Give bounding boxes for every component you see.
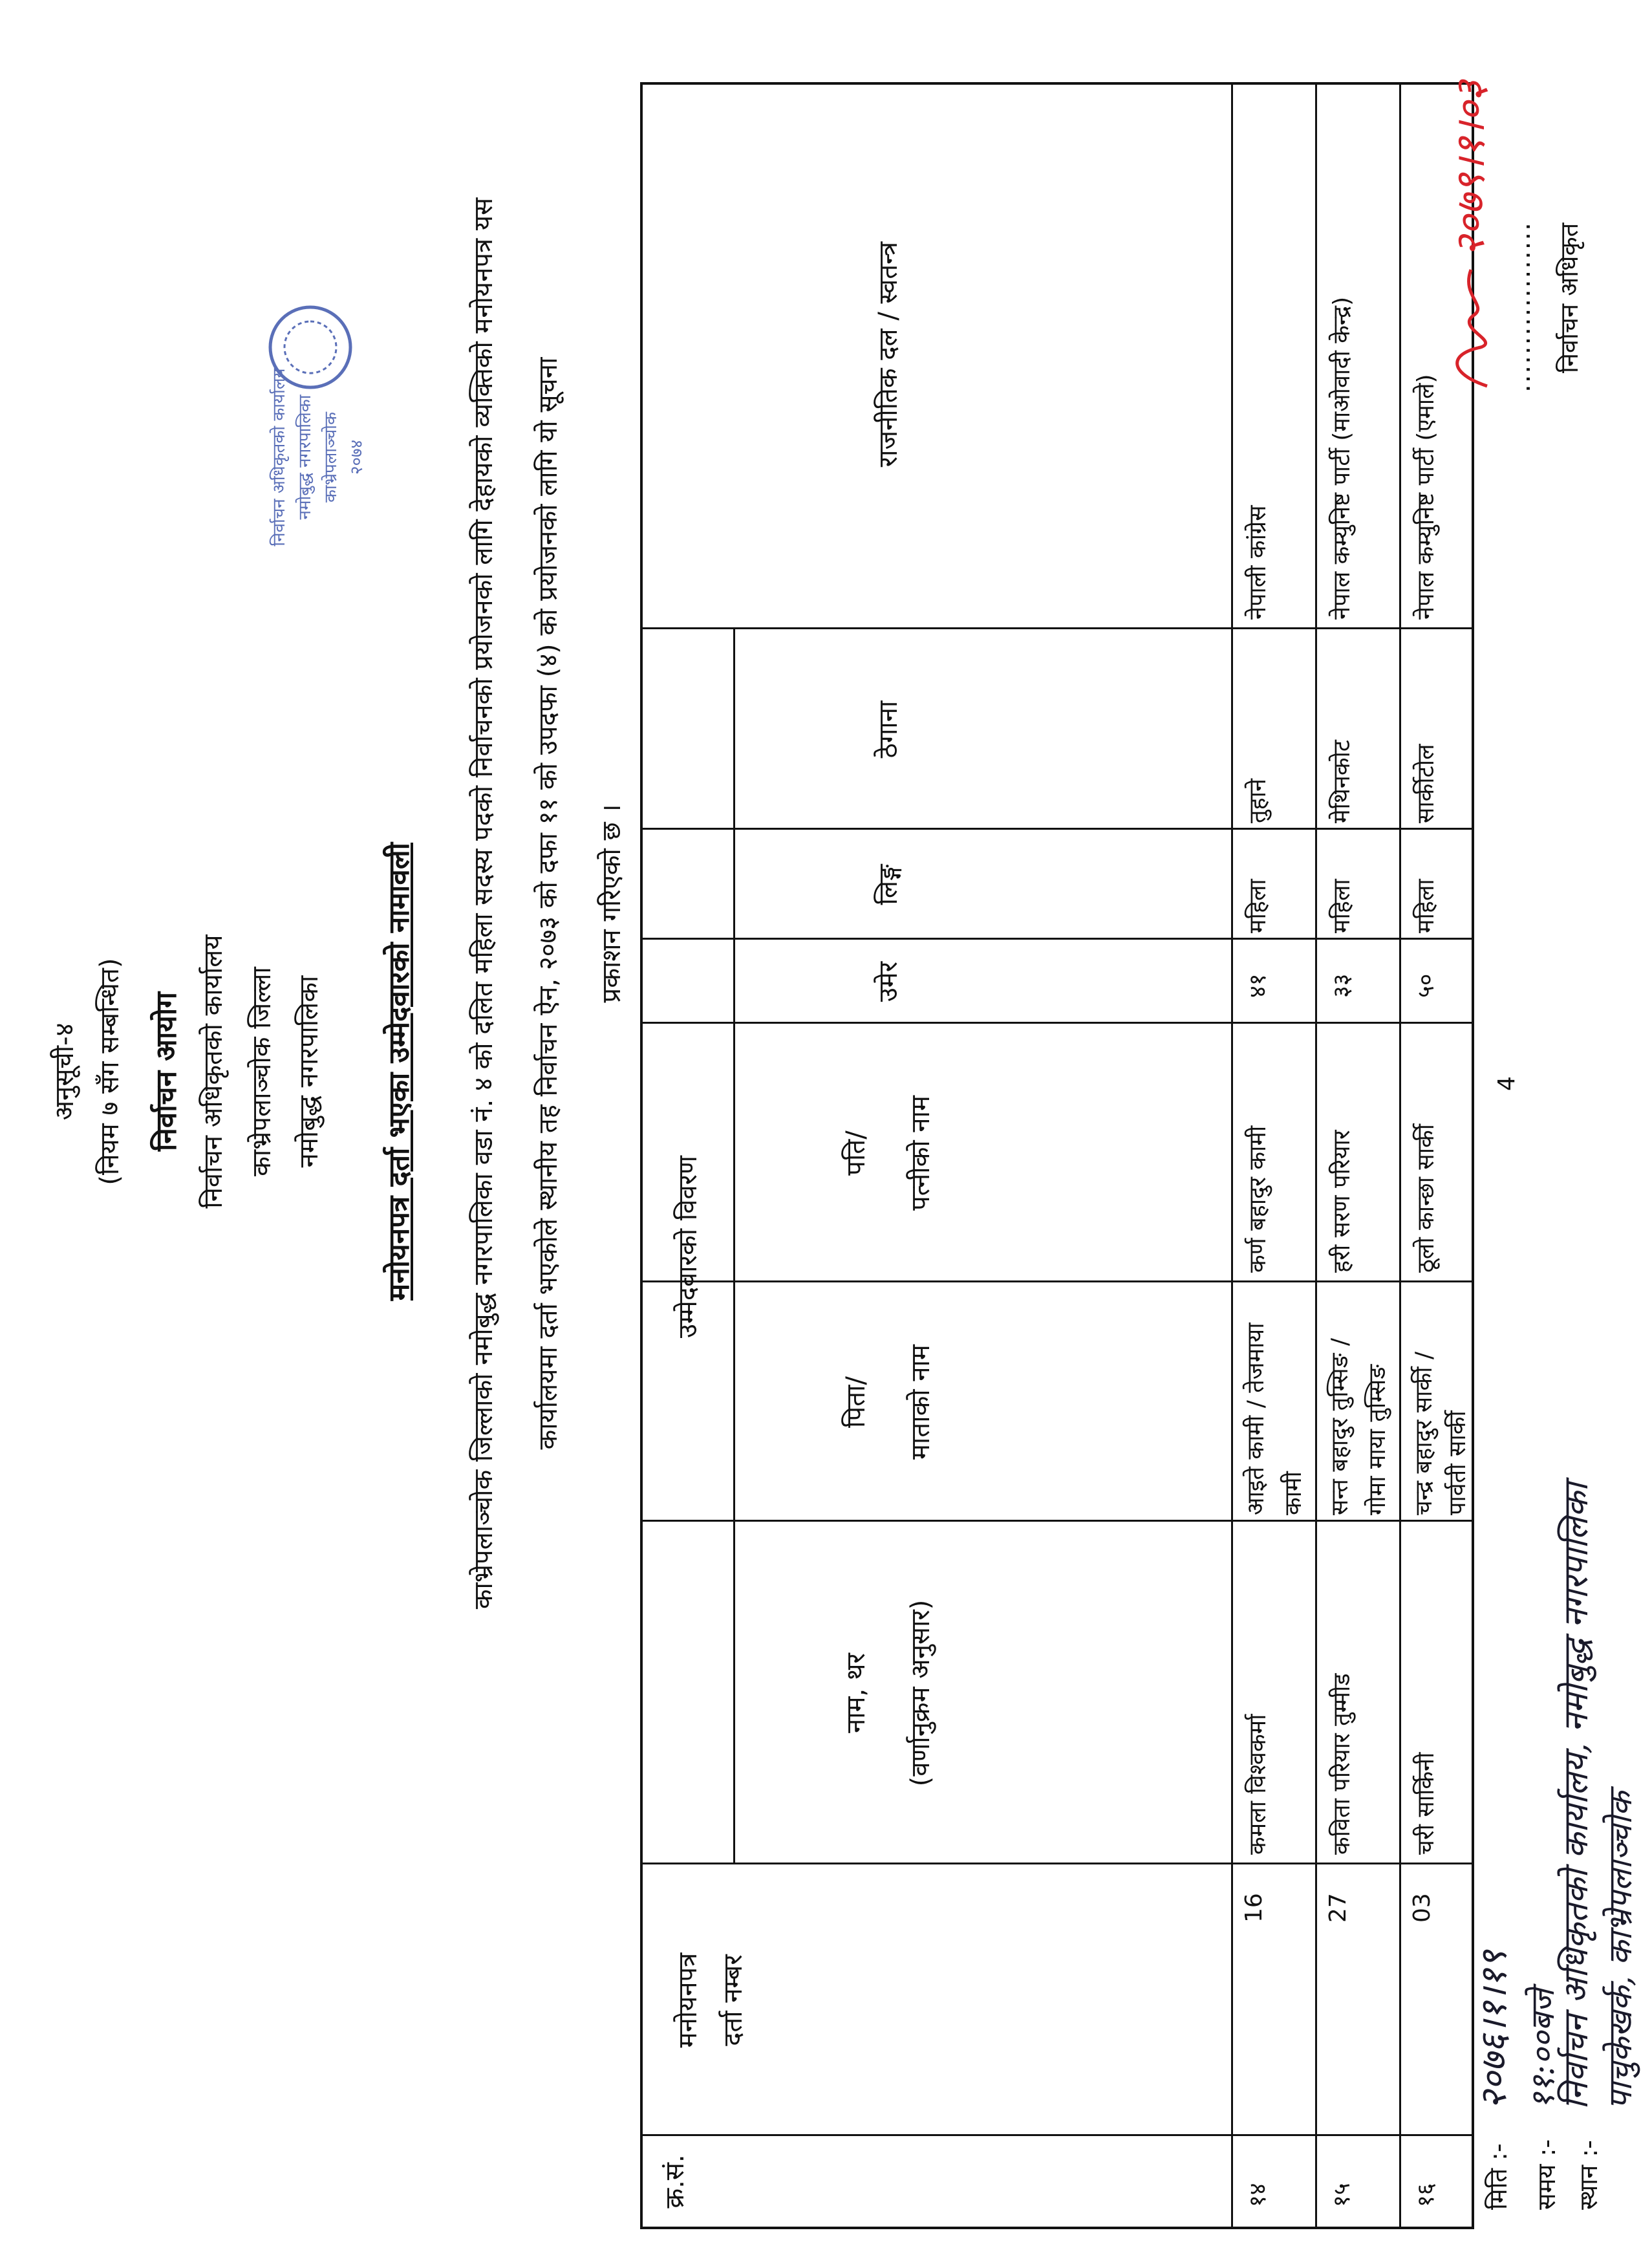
row3-age: ५० [1413,973,1439,998]
header-sn: क्र.सं. [660,2154,690,2209]
row2-parents-2: गोमा माया तुम्सिङ [1364,1364,1391,1515]
page-number: 4 [1494,1076,1520,1091]
header-spouse-2: पत्नीको नाम [906,1096,936,1211]
notice-line-3: प्रकाशन गरिएको छ । [597,804,627,1003]
row2-spouse: हरी सरण परियार [1329,1130,1355,1273]
notice-line-1: काभ्रेपलाञ्चोक जिल्लाको नमोबुद्ध नगरपालिका वडा नं. ४ को दलित महिला सदस्य पदको निर्वाचनको प्रयोजनको लागि देहायको व्यक्तिको मनोयनपत्र यस [469,197,499,1610]
row1-parents-1: आइते कामी / तेजमाया [1243,1323,1269,1515]
place-value-1: निर्वाचन अधिकृतको कार्यालय, नमोबुद्ध नगरपालिका [1557,1482,1596,2110]
rule-reference: (नियम ७ सँग सम्बन्धित) [95,958,125,1185]
row2-gender: महिला [1329,879,1355,933]
row2-reg-no: 27 [1325,1893,1351,1923]
header-parents-2: माताको नाम [906,1345,936,1460]
header-reg-no-2: दर्ता नम्बर [718,1954,748,2046]
header-name-1: नाम, थर [841,1653,871,1733]
row3-sn: १६ [1413,2183,1439,2207]
stamp-line-4: २०७४ [347,439,367,475]
row2-sn: १५ [1329,2183,1355,2207]
header-gender: लिङ्ग [874,864,903,905]
place-value-2: पाचुकेखर्क, काभ्रेपलाञ्चोक [1602,1791,1639,2110]
header-reg-no-1: मनोयनपत्र [673,1952,703,2048]
candidate-table [640,82,1474,2229]
municipality-name: नमोबुद्ध नगरपालिका [294,975,324,1168]
row3-reg-no: 03 [1409,1893,1435,1923]
row3-gender: महिला [1413,879,1439,933]
handwritten-note: २०७९।१।०३ [1446,80,1494,257]
date-label: मिति :- [1484,2143,1512,2210]
time-label: समय :- [1532,2139,1561,2210]
row2-age: ३३ [1329,973,1355,998]
header-address: ठेगाना [874,700,903,759]
row2-party: नेपाल कम्युनिष्ट पार्टी (माओवादी केन्द्र) [1329,296,1355,620]
office-name: निर्वाचन अधिकृतको कार्यालय [198,934,228,1209]
header-parents-1: पिता/ [841,1376,871,1428]
header-party: राजनीतिक दल / स्वतन्त्र [874,241,903,468]
commission-title: निर्वाचन आयोग [150,992,183,1152]
stamp-line-2: नमोबुद्ध नगरपालिका [295,394,315,520]
row1-age: ४१ [1245,973,1271,998]
row3-spouse: ठूलो कान्छा सार्की [1413,1124,1439,1273]
signature-icon [1435,263,1507,393]
list-title: मनोयनपत्र दर्ता भएका उम्मेदवारको नामावली [383,842,416,1301]
row1-gender: महिला [1245,879,1271,933]
row2-name: कविता परियार तुम्मीड [1329,1673,1355,1855]
row3-party: नेपाल कम्युनिष्ट पार्टी (एमाले) [1413,374,1439,620]
row3-address: सार्कीटोल [1413,744,1439,823]
stamp-line-1: निर्वाचन अधिकृतको कार्यालय [270,368,289,546]
place-label: स्थान :- [1574,2140,1603,2210]
row3-parents-1: चन्द्र बहादुर सार्की / [1411,1351,1437,1515]
header-spouse-1: पति/ [841,1130,871,1176]
time-value: ११:००बजे [1524,1989,1561,2110]
row3-parents-2: पार्वती सार्की [1444,1410,1471,1515]
row3-name: चरी सार्किनी [1413,1752,1439,1855]
date-value: २०७६।१।१९ [1473,1950,1515,2110]
row1-sn: १४ [1245,2183,1271,2207]
row1-reg-no: 16 [1241,1893,1267,1923]
office-stamp [213,302,401,546]
header-name-2: (वर्णानुक्रम अनुसार) [906,1599,936,1787]
row2-address: मेथिनकोट [1329,740,1355,823]
notice-line-2: कार्यालयमा दर्ता भएकोले स्थानीय तह निर्वाचन ऐन, २०७३ को दफा ११ को उपदफा (४) को प्रयोजनको लागि यो सूचना [533,357,563,1450]
row1-name: कमला विश्वकर्मा [1245,1714,1271,1855]
stamp-line-3: काभ्रेपलाञ्चोक [321,412,341,502]
annex-label: अनुसूची-४ [50,1022,80,1121]
signer-title: निर्वाचन अधिकृत [1555,222,1583,373]
district-name: काभ्रेपलाञ्चोक जिल्ला [247,967,277,1176]
header-candidate-details: उम्मेदवारको विवरण [673,1156,703,1338]
signature-dots: .................. [1507,221,1536,393]
row1-spouse: कर्ण बहादुर कामी [1245,1125,1271,1273]
row1-parents-2: कामी [1280,1471,1307,1515]
row1-party: नेपाली कांग्रेस [1245,505,1271,620]
row2-parents-1: सन्त बहादुर तुम्सिङ / [1327,1337,1353,1515]
header-age: उमेर [874,961,903,1002]
row1-address: तुहाने [1245,779,1271,823]
